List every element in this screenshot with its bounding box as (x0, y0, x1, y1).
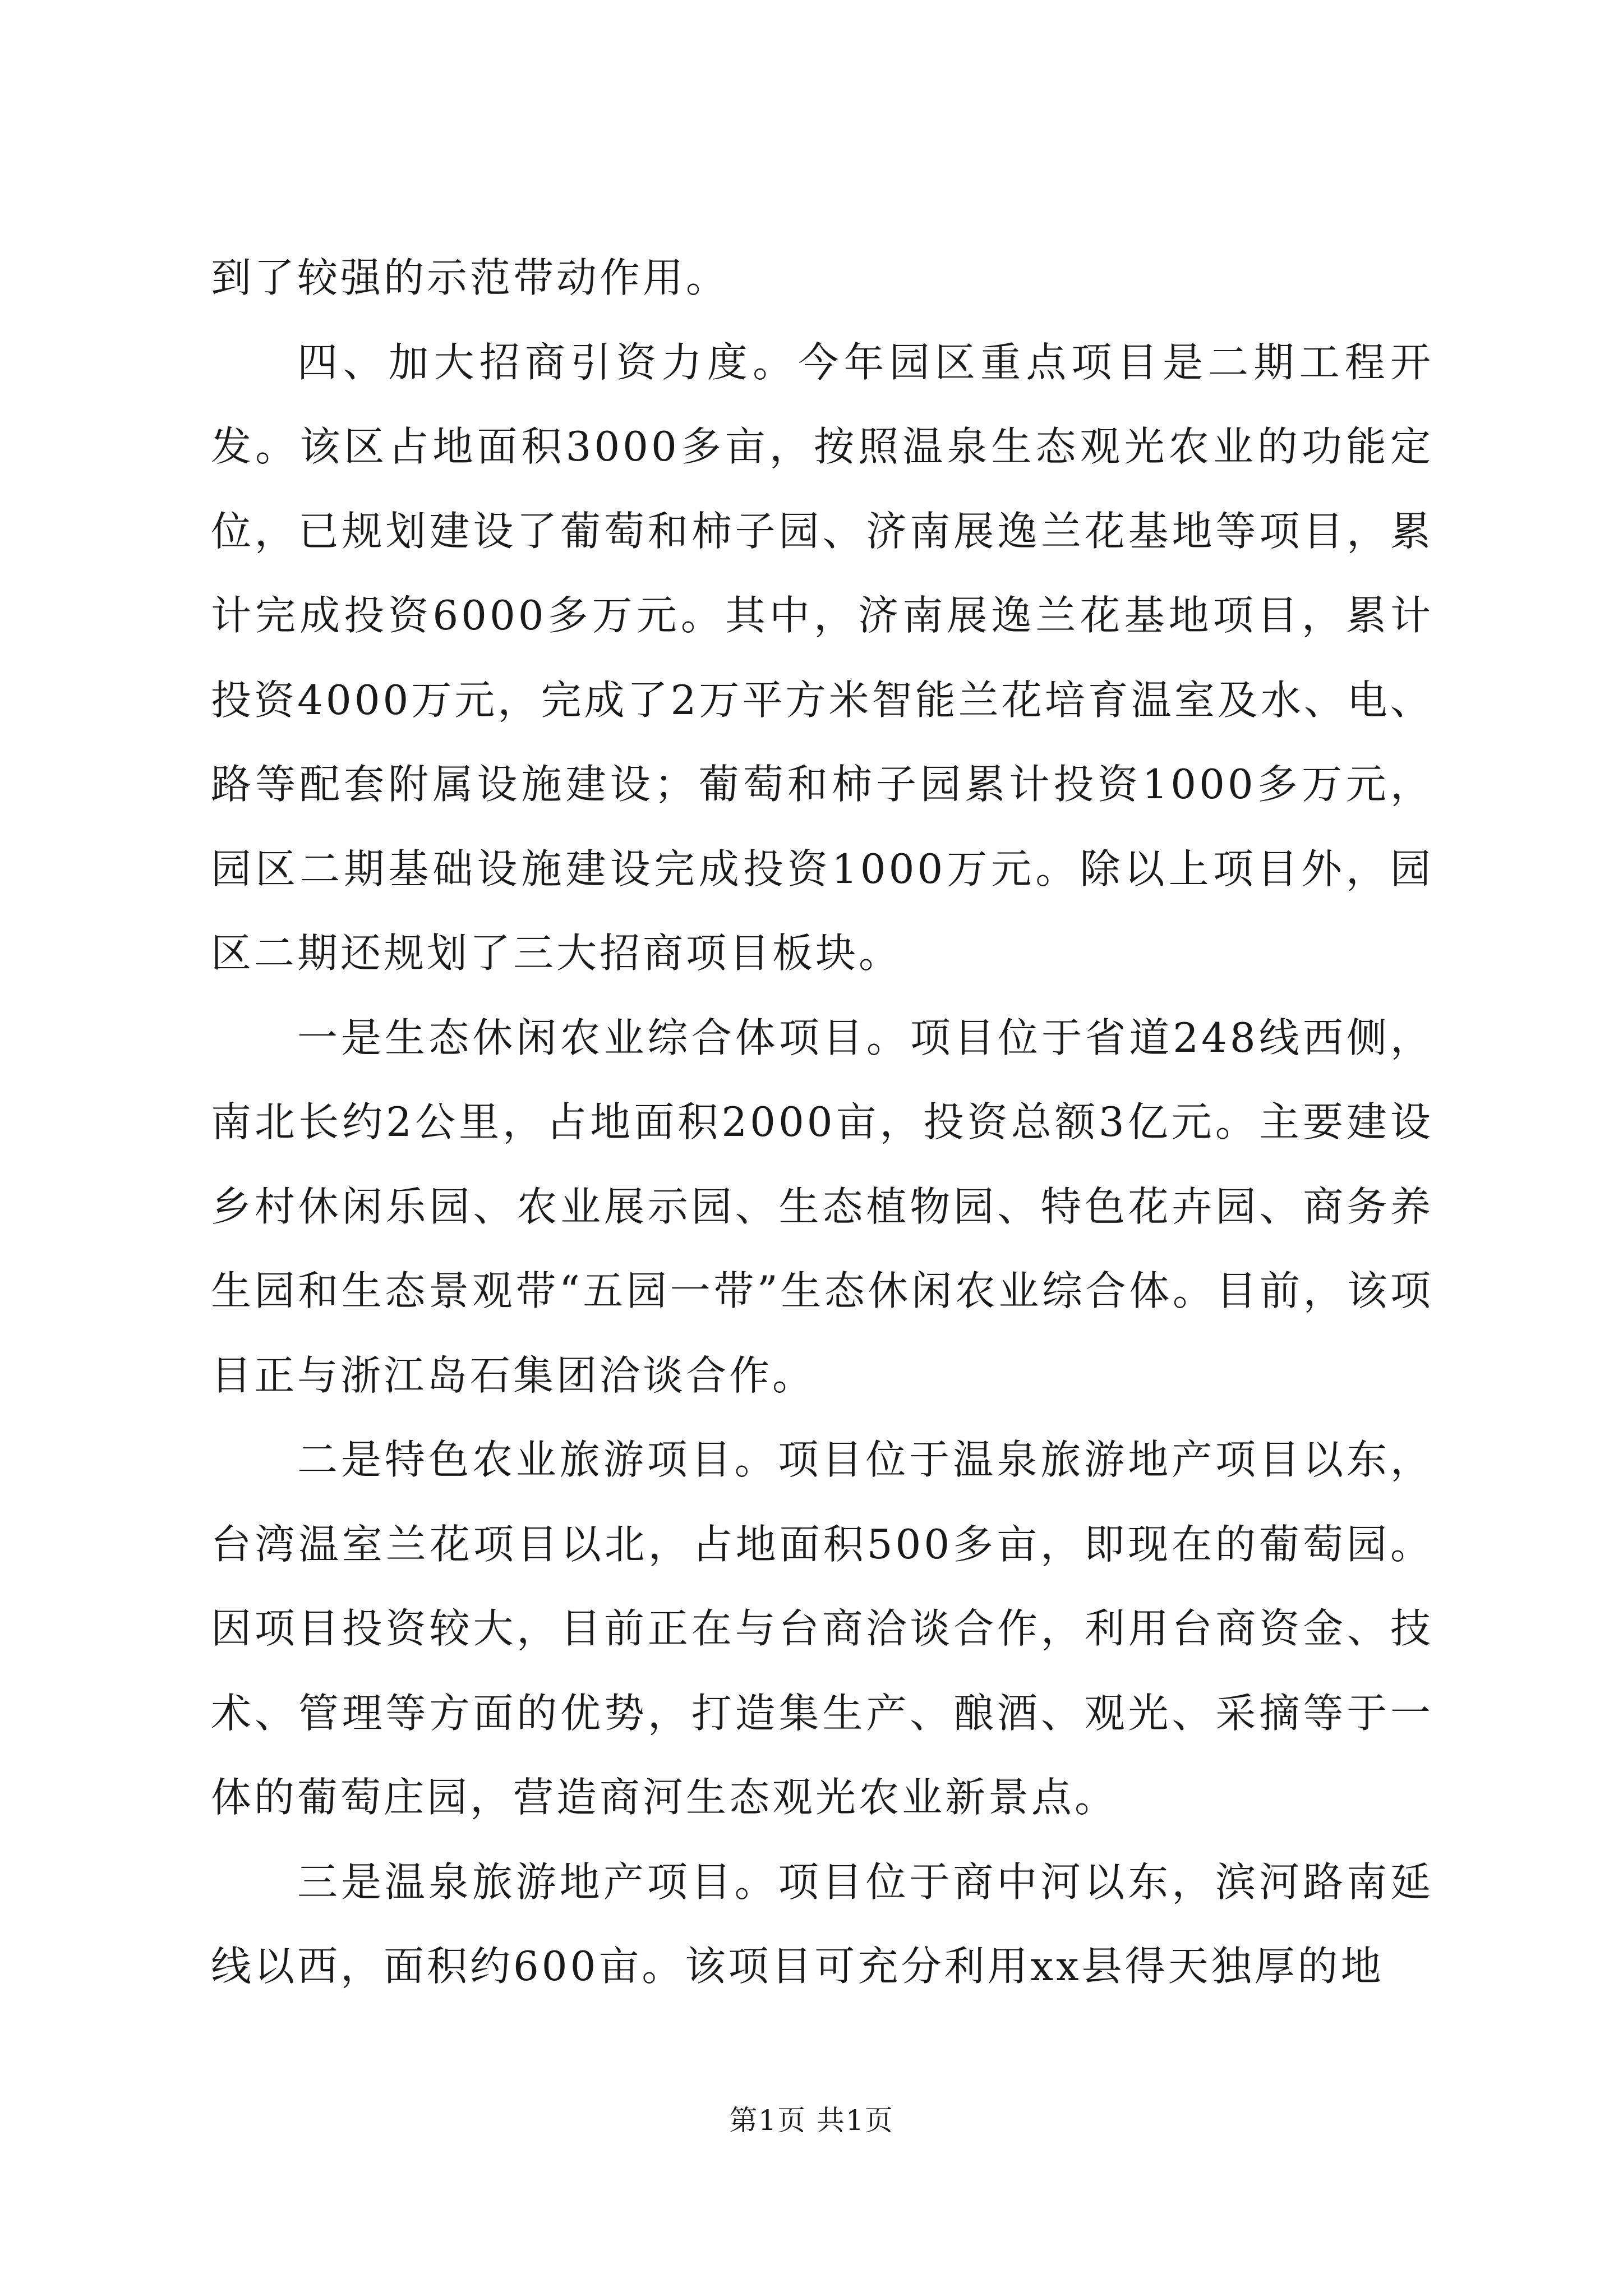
document-body (211, 236, 1433, 2009)
paragraph-continuation: 到了较强的示范带动作用。 (211, 254, 730, 301)
paragraph-agri-tourism-project: 二是特色农业旅游项目。项目位于温泉旅游地产项目以东，台湾温室兰花项目以北，占地面积500多亩，即现在的葡萄园。因项目投资较大，目前正在与台商洽谈合作，利用台商资金、技术、管理等方面的优势，打造集生产、酿酒、观光、采摘等于一体的葡萄庄园，营造商河生态观光农业新景点。 (211, 1436, 1433, 1821)
paragraph-investment-promotion: 四、加大招商引资力度。今年园区重点项目是二期工程开发。该区占地面积3000多亩，按照温泉生态观光农业的功能定位，已规划建设了葡萄和柿子园、济南展逸兰花基地等项目，累计完成投资6000多万元。其中，济南展逸兰花基地项目，累计投资4000万元，完成了2万平方米智能兰花培育温室及水、电、路等配套附属设施建设；葡萄和柿子园累计投资1000多万元，园区二期基础设施建设完成投资1000万元。除以上项目外，园区二期还规划了三大招商项目板块。 (211, 338, 1433, 977)
page-footer: 第1页 共1页 (729, 2104, 894, 2137)
paragraph-eco-leisure-project: 一是生态休闲农业综合体项目。项目位于省道248线西侧，南北长约2公里，占地面积2000亩，投资总额3亿元。主要建设乡村休闲乐园、农业展示园、生态植物园、特色花卉园、商务养生园和生态景观带“五园一带”生态休闲农业综合体。目前，该项目正与浙江岛石集团洽谈合作。 (211, 1014, 1433, 1399)
paragraph-hot-spring-project: 三是温泉旅游地产项目。项目位于商中河以东，滨河路南延线以西，面积约600亩。该项目可充分利用xx县得天独厚的地 (211, 1858, 1433, 1990)
